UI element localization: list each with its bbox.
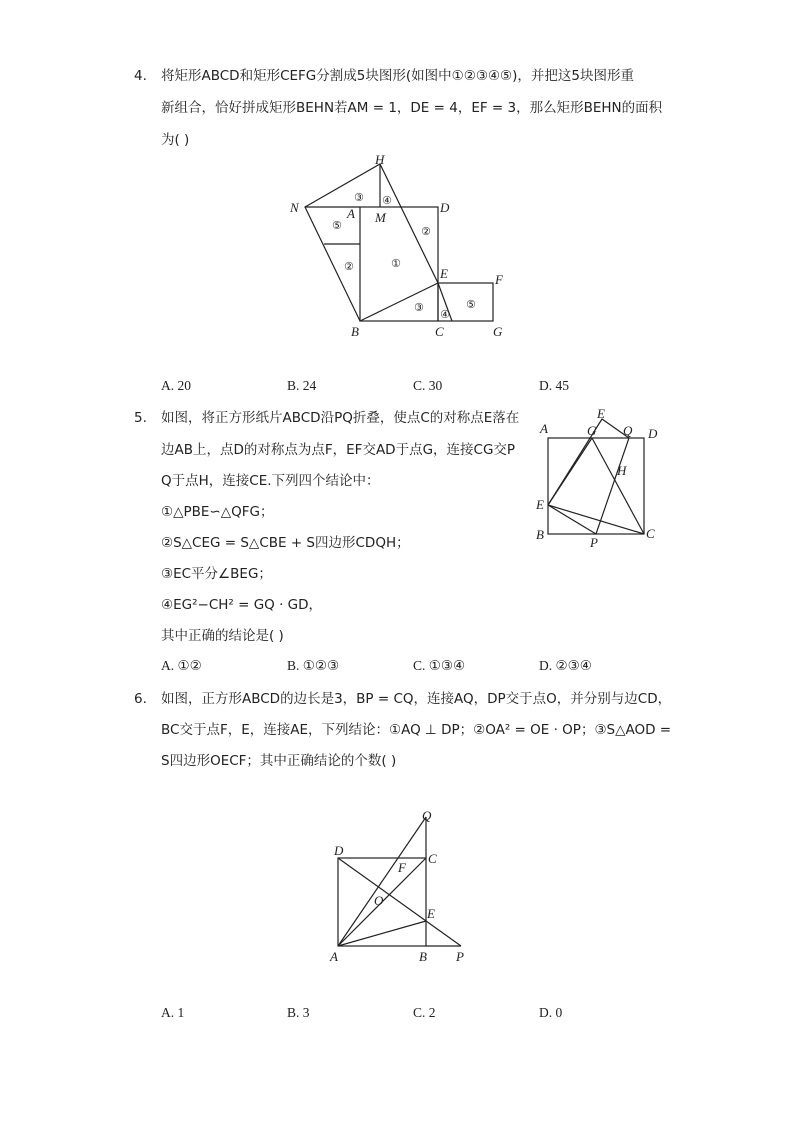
q5-label-g: G <box>587 423 597 438</box>
q5-question: 其中正确的结论是( ) <box>161 628 284 644</box>
q4-option-d[interactable]: D. 45 <box>539 378 569 393</box>
q5-number: 5. <box>134 410 147 426</box>
q5-label-q: Q <box>623 423 633 438</box>
q6-label-a: A <box>330 949 338 964</box>
q5-label-e-top: E <box>597 406 605 421</box>
q4-option-a[interactable]: A. 20 <box>161 378 191 393</box>
q5-stem-line-2: 边AB上，点D的对称点为点F，EF交AD于点G，连接CG交P <box>161 442 516 458</box>
q4-figure <box>280 150 520 350</box>
q5-segment-cg <box>592 438 644 534</box>
q5-label-a: A <box>540 421 548 436</box>
q6-option-d[interactable]: D. 0 <box>539 1005 563 1020</box>
q6-label-o: O <box>374 893 384 908</box>
q6-stem-line-3: S四边形OECF；其中正确结论的个数( ) <box>161 753 397 769</box>
q4-option-c[interactable]: C. 30 <box>413 378 443 393</box>
q5-option-b[interactable]: B. ①②③ <box>287 658 340 673</box>
q6-label-q: Q <box>422 808 432 823</box>
q6-option-c[interactable]: C. 2 <box>413 1005 436 1020</box>
q5-figure <box>530 405 670 550</box>
q6-option-b[interactable]: B. 3 <box>287 1005 310 1020</box>
q4-region-5b: ⑤ <box>466 298 476 311</box>
q4-region-2a: ② <box>421 225 431 238</box>
q6-stem-line-2: BC交于点F，E，连接AE，下列结论：①AQ ⊥ DP；②OA² = OE · OP；③S△AOD = <box>161 722 672 738</box>
q5-segment-ce <box>548 505 644 534</box>
q4-option-b[interactable]: B. 24 <box>287 378 317 393</box>
q4-region-3b: ③ <box>414 301 424 314</box>
q5-label-c: C <box>646 526 655 541</box>
q5-conclusion-1: ①△PBE∽△QFG； <box>161 504 274 520</box>
q6-label-c: C <box>428 851 437 866</box>
q4-label-c: C <box>435 324 444 339</box>
q5-stem-line-1: 如图，将正方形纸片ABCD沿PQ折叠，使点C的对称点E落在 <box>161 410 520 426</box>
q6-number: 6. <box>134 691 147 707</box>
q4-label-f: F <box>495 272 503 287</box>
q6-segment-aq <box>338 817 426 946</box>
q4-label-n: N <box>290 200 299 215</box>
q5-option-d[interactable]: D. ②③④ <box>539 658 592 673</box>
q5-segment-eg <box>548 438 592 505</box>
q4-label-d: D <box>440 200 450 215</box>
q4-label-m: M <box>375 210 386 225</box>
q5-conclusion-3: ③EC平分∠BEG； <box>161 566 272 582</box>
q4-label-a: A <box>347 206 355 221</box>
q4-region-4b: ④ <box>440 308 450 321</box>
q6-label-b: B <box>419 949 427 964</box>
q4-region-2b: ② <box>344 260 354 273</box>
q6-stem-line-1: 如图，正方形ABCD的边长是3，BP = CQ，连接AQ，DP交于点O，并分别与边CD， <box>161 691 672 707</box>
q6-label-p: P <box>456 949 464 964</box>
q5-label-p: P <box>590 535 598 550</box>
q5-option-a[interactable]: A. ①② <box>161 658 202 673</box>
q5-stem-line-3: Q于点H，连接CE.下列四个结论中： <box>161 473 380 489</box>
q5-label-e: E <box>536 497 544 512</box>
q4-region-1: ① <box>391 257 401 270</box>
q5-conclusion-4: ④EG²−CH² = GQ · GD， <box>161 597 323 613</box>
q4-stem-line-2: 新组合，恰好拼成矩形BEHN若AM = 1，DE = 4，EF = 3，那么矩形BEHN的面积 <box>161 100 663 116</box>
q4-label-b: B <box>351 324 359 339</box>
q4-region-4a: ④ <box>382 194 392 207</box>
q6-figure <box>320 805 480 970</box>
q6-option-a[interactable]: A. 1 <box>161 1005 185 1020</box>
q4-number: 4. <box>134 68 147 84</box>
q5-label-h: H <box>617 463 627 478</box>
q4-stem-line-3: 为( ) <box>161 132 190 148</box>
q4-stem-line-1: 将矩形ABCD和矩形CEFG分割成5块图形(如图中①②③④⑤)，并把这5块图形重 <box>161 68 634 84</box>
q5-label-d: D <box>648 426 658 441</box>
q6-label-f: F <box>398 860 406 875</box>
q4-label-g: G <box>493 324 503 339</box>
q5-conclusion-2: ②S△CEG = S△CBE + S四边形CDQH； <box>161 535 410 551</box>
q5-label-b: B <box>536 527 544 542</box>
q6-label-d: D <box>334 843 344 858</box>
q4-region-3a: ③ <box>354 191 364 204</box>
q4-rect-bend <box>305 164 438 321</box>
q4-label-h: H <box>375 152 385 167</box>
q5-option-c[interactable]: C. ①③④ <box>413 658 466 673</box>
q4-label-e: E <box>440 266 448 281</box>
q4-region-5a: ⑤ <box>332 219 342 232</box>
q6-label-e: E <box>427 906 435 921</box>
